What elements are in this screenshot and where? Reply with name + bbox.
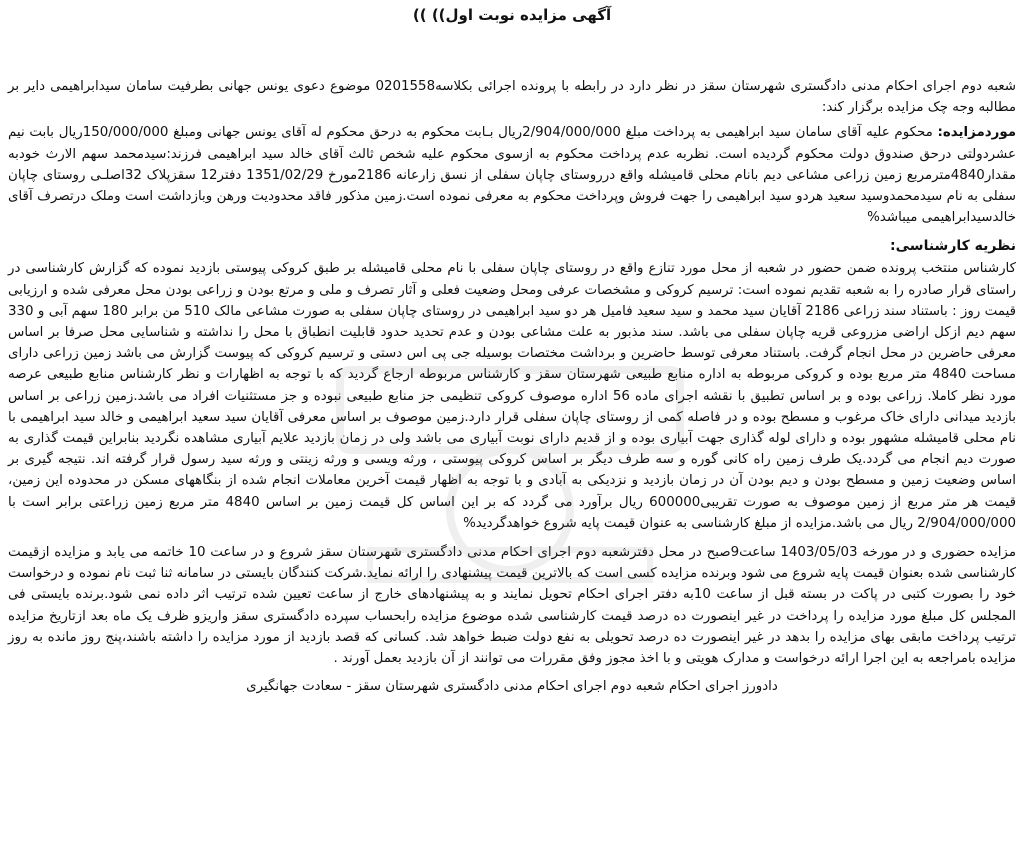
notice-title: آگهی مزایده نوبت اول)) )) bbox=[412, 6, 612, 24]
auction-subject-label: موردمزایده: bbox=[937, 125, 1016, 141]
signature-line: دادورز اجرای احکام شعبه دوم اجرای احکام مدنی دادگستری شهرستان سقز - سعادت جهانگیری bbox=[246, 679, 778, 695]
expert-opinion-heading: نظریه کارشناسی: bbox=[890, 238, 1016, 255]
expert-opinion-paragraph: کارشناس منتخب پرونده ضمن حضور در شعبه از محل مورد تنازع واقع در روستای چاپان سفلی با نام محلی قامیشله بر طبق کروکی پیوستی بازدید نموده که گزارش کارشناسی در راستای قرار صادره را به شعبه تقدیم نموده است: ترسیم کروکی و مشخصات عرفی ومحل وضعیت فعلی و آثار تصرف و ملی و مرتع بودن و زراعی بودن محل معرفی شده و ارزیابی قیمت روز : باستناد سند زراعی 2186 آقایان سید محمد و سید سعید فامیل هر دو سید ابراهیمی در روستای چاپان سفلی به صورت مشاعی مالک 510 من برابر 180 سهم آبی و 330 سهم دیم ازکل اراضی مزروعی قریه چاپان سفلی می باشد. سند مذبور به علت مشاعی بودن و عدم تحدید حدود قابلیت انطباق با محل را نداشته و شناسایی محل صرفا بر اساس معرفی حاضرین در محل انجام گرفت. باستناد معرفی توسط حاضرین و برداشت مختصات بوسیله جی پی اس دستی و ترسیم کروکی که پیوست گزارش می باشد زمین زراعی دارای مساحت 4840 متر مربع بوده و کروکی مربوطه به اداره منابع طبیعی شهرستان سقز و کارشناس مربوطه ارجاع گردید که با توجه به اظهارات و نظر کارشناس منابع طبیعی عرصه مورد نظر کاملا. زراعی بوده و بر اساس تطبیق با نقشه اجرای ماده 56 اداره موصوف کروکی تنظیمی جز منابع طبیعی نبوده و جز مستثنیات افراد می باشد.زمین زراعی بر اساس بازدید میدانی دارای خاک مرغوب و مسطح بوده و در فاصله کمی از روستای چاپان سفلی قرار دارد.زمین موصوف بر اساس معرفی آقایان سید سعید ابراهیمی و خالد سید ابراهیمی با نام محلی قامیشله مشهور بوده و دارای لوله گذاری جهت آبیاری بوده و از قدیم دارای نوبت آبیاری می باشد ولی در زمان بازدید علایم آبیاری مشاهده نگردید بنابراین قیمت گذاری به صورت دیم انجام می گردد.یک طرف زمین راه کانی گوره و سه طرف دیگر بر اساس کروکی پیوستی ، ورثه ویسی و ورثه زینتی و ورثه سید رسول قرار گرفته اند. نتیجه گیری بر اساس وضعیت زمین و مسطح بودن و دیم بودن آن در زمان بازدید و نزدیکی به آبادی و با توجه به اظهار قیمت آخرین معاملات انجام شده از بنگاههای مسکن در محدوده این زمین، قیمت هر متر مربع از زمین موصوف به صورت تقریبی600000 ریال برآورد می گردد که بر این اساس کل قیمت زمین بر اساس 4840 متر مربع زمین زراعتی برابر است با 2/904/000/000 ریال می باشد.مزایده از مبلغ کارشناسی به عنوان قیمت پایه شروع خواهدگردید% bbox=[8, 261, 1017, 531]
intro-paragraph: شعبه دوم اجرای احکام مدنی دادگستری شهرستان سقز در نظر دارد در رابطه با پرونده اجرائی بکلاسه0201558 موضوع دعوی یونس جهانی بطرفیت سامان سیدابراهیمی دایر بر مطالبه وجه چک مزایده برگزار کند: bbox=[8, 79, 1016, 116]
auction-subject-text: محکوم علیه آقای سامان سید ابراهیمی به پرداخت مبلغ 2/904/000/000ریال بـابت محکوم به درحق محکوم له آقای یونس جهانی ومبلغ 150/000/000ریال بابت نیم عشردولتی درحق صندوق دولت محکوم گردیده است. نظربه عدم پرداخت محکوم به ازسوی محکوم علیه شخص ثالث آقای خالد سید ابراهیمی فرزند:سیدمحمد سهم الارث خودبه مقدار4840مترمربع زمین زراعی مشاعی دیم بانام محلی قامیشله واقع درروستای چاپان سفلی از نسق زارعانه 2186مورخ 1351/02/29 دفتر12 سقزپلاک 32اصلـی روستای چاپان سفلی به نام سیدمحمدوسید سعید هردو سید ابراهیمی را جهت فروش وپرداخت محکوم به معرفی نموده است.زمین مذکور فاقد محدودیت ورهن وبازداشت است وملک درتصرف آقای خالدسیدابراهیمی میباشد% bbox=[8, 125, 1016, 226]
auction-subject-paragraph bbox=[8, 122, 1016, 228]
auction-terms-paragraph: مزایده حضوری و در مورخه 1403/05/03 ساعت9صبح در محل دفترشعبه دوم اجرای احکام مدنی دادگستری شهرستان سقز شروع و در ساعت 10 خاتمه می یابد و مزایده ازقیمت کارشناسی شده بعنوان قیمت پایه شروع می شود وبرنده مزایده کسی است که بالاترین قیمت پیشنهادی را ارائه نماید.شرکت کنندگان بایستی در سامانه ثنا ثبت نام نموده و درخواست خود را بصورت کتبی در پاکت در بسته قبل از ساعت 10به دفتر اجرای احکام تحویل نمایند و به پیشنهادهای خارج از ساعت تعیین شده ترتیب اثر داده نمی شود.برنده بایستی فی المجلس کل مبلغ مورد مزایده را پرداخت در غیر اینصورت ده درصد قیمت کارشناسی شده موضوع مزایده رابحساب سپرده دادگستری سقز واریزو ظرف یک ماه بعد ازتاریخ مزایده ترتیب پرداخت مابقی بهای مزایده را بدهد در غیر اینصورت ده درصد تحویلی به نفع دولت ضبط خواهد شد. کسانی که قصد بازدید از مورد مزایده را داشته باشند،پنج روز مانده به روز مزایده بامراجعه به این اجرا ارائه درخواست و مدارک هویتی و با اخذ مجوز وفق مقررات می توانند از آن بازدید بعمل آورند . bbox=[8, 545, 1016, 667]
